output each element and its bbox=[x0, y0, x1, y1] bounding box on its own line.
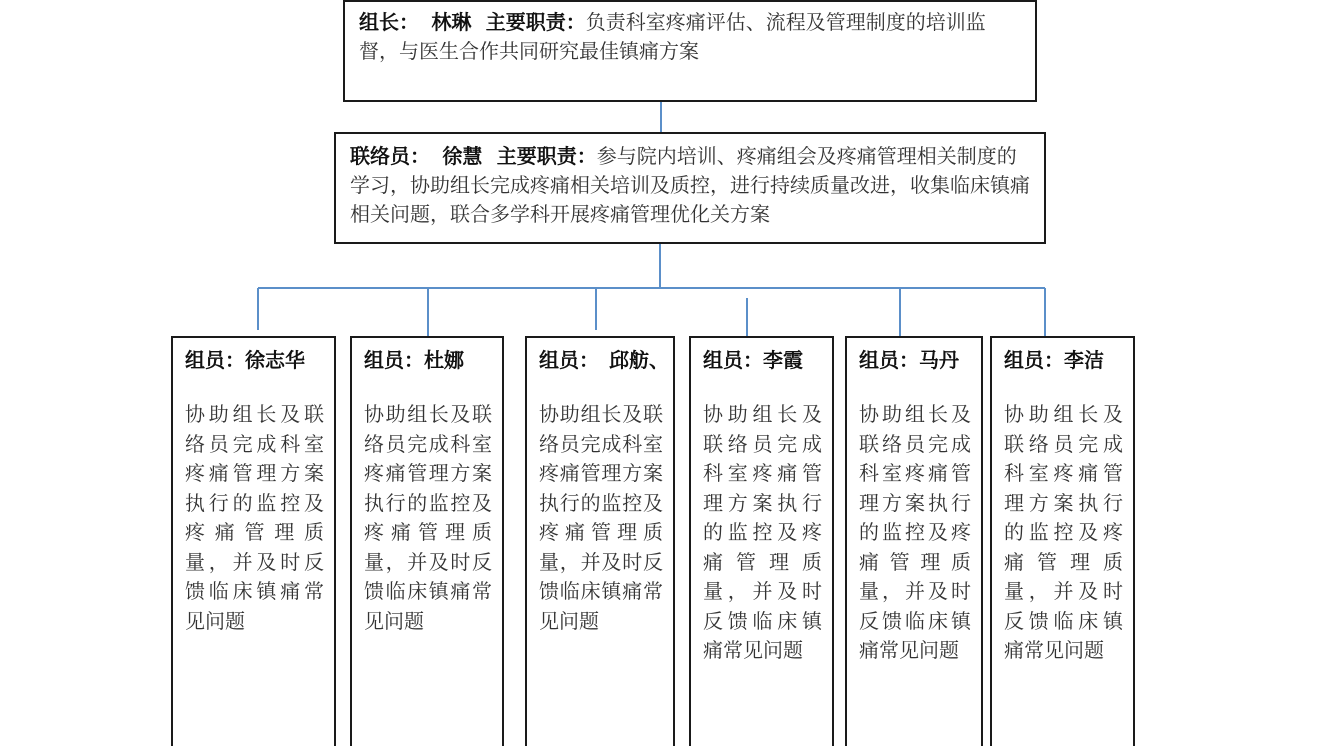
member-name: 组员：杜娜 bbox=[364, 348, 464, 372]
member-box bbox=[990, 336, 1135, 746]
member-name: 组员： 邱舫、 bbox=[539, 348, 669, 372]
member-box bbox=[525, 336, 675, 746]
member-duty: 协助组长及联络员完成科室疼痛管理方案执行的监控及疼痛管理质量，并及时反馈临床镇痛常见问题 bbox=[1004, 402, 1123, 662]
liaison-label: 联络员： bbox=[350, 144, 430, 168]
leader-duty-label: 主要职责： bbox=[485, 10, 586, 34]
member-box bbox=[350, 336, 504, 746]
leader-duty: 负责科室疼痛评估、流程及管理制度的培训监督，与医生合作共同研究最佳镇痛方案 bbox=[359, 10, 986, 63]
member-duty: 协助组长及联络员完成科室疼痛管理方案执行的监控及疼痛管理质量，并及时反馈临床镇痛常见问题 bbox=[859, 402, 971, 662]
member-name: 组员：李霞 bbox=[703, 348, 803, 372]
member-name: 组员：李洁 bbox=[1004, 348, 1104, 372]
liaison-duty-label: 主要职责： bbox=[496, 144, 597, 168]
leader-box bbox=[343, 0, 1037, 102]
liaison-name: 徐慧 bbox=[442, 144, 483, 168]
member-box bbox=[845, 336, 983, 746]
member-duty: 协助组长及联络员完成科室疼痛管理方案执行的监控及疼痛管理质量，并及时反馈临床镇痛常见问题 bbox=[185, 402, 324, 633]
liaison-box bbox=[334, 132, 1046, 244]
member-duty: 协助组长及联络员完成科室疼痛管理方案执行的监控及疼痛管理质量，并及时反馈临床镇痛常见问题 bbox=[364, 402, 492, 633]
member-duty: 协助组长及联络员完成科室疼痛管理方案执行的监控及疼痛管理质量，并及时反馈临床镇痛常见问题 bbox=[539, 402, 663, 633]
member-name: 组员：马丹 bbox=[859, 348, 959, 372]
leader-label: 组长： bbox=[359, 10, 419, 34]
liaison-duty: 参与院内培训、疼痛组会及疼痛管理相关制度的学习，协助组长完成疼痛相关培训及质控，进行持续质量改进，收集临床镇痛相关问题，联合多学科开展疼痛管理优化关方案 bbox=[350, 144, 1030, 226]
member-box bbox=[689, 336, 834, 746]
member-duty: 协助组长及联络员完成科室疼痛管理方案执行的监控及疼痛管理质量，并及时反馈临床镇痛常见问题 bbox=[703, 402, 822, 662]
leader-name: 林琳 bbox=[431, 10, 472, 34]
member-name: 组员：徐志华 bbox=[185, 348, 305, 372]
member-box bbox=[171, 336, 336, 746]
